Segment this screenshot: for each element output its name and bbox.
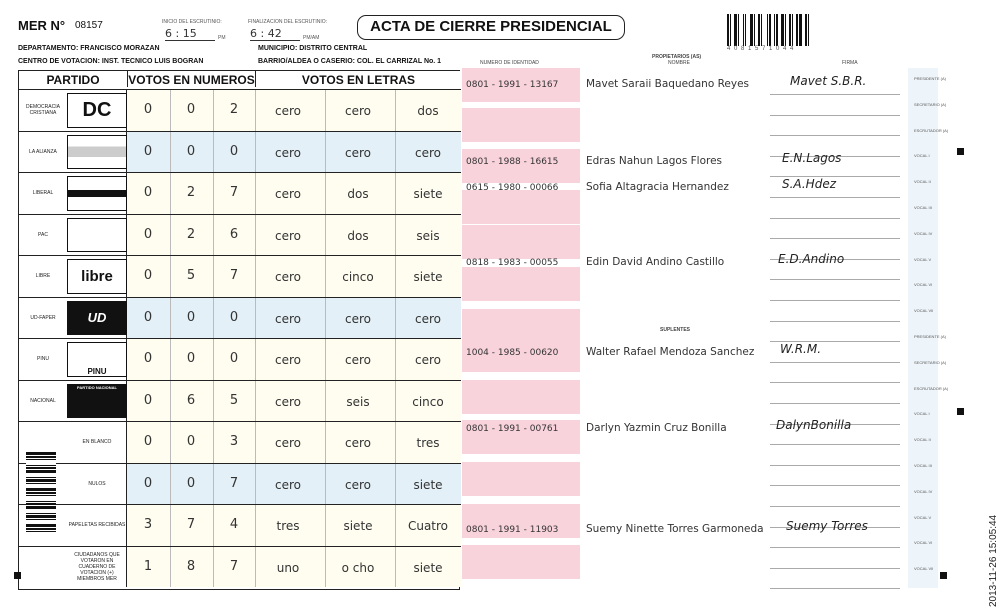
member-id: 0801 - 1991 - 00761 xyxy=(466,424,559,434)
barrio-value: COL. EL CARRIZAL No. 1 xyxy=(356,58,442,65)
cell-divider xyxy=(213,381,214,422)
signature-line xyxy=(770,547,900,548)
member-id: 0801 - 1991 - 11903 xyxy=(466,525,559,535)
cell-divider xyxy=(325,132,326,173)
member-signature: Suemy Torres xyxy=(786,519,868,533)
party-name: LA ALIANZA xyxy=(29,148,57,155)
id-field xyxy=(462,267,580,301)
vote-word: seis xyxy=(346,394,370,409)
vote-digit: 7 xyxy=(229,475,239,491)
vote-digit: 0 xyxy=(186,475,196,491)
vote-word: dos xyxy=(347,187,369,201)
vote-digit: 0 xyxy=(229,309,239,325)
signature-line xyxy=(770,115,900,116)
vote-word: cero xyxy=(415,145,441,160)
signature-line xyxy=(770,197,900,198)
scan-timestamp: 2013-11-26 15:05:44 xyxy=(988,514,999,607)
party-logo-icon xyxy=(67,135,127,170)
vote-word: cero xyxy=(345,104,371,118)
member-signature: W.R.M. xyxy=(780,342,822,356)
total-row xyxy=(19,463,461,505)
vote-word: siete xyxy=(413,560,443,575)
municipio-value: DISTRITO CENTRAL xyxy=(299,45,368,52)
final-time: 6 : 42 xyxy=(250,27,300,41)
cell-divider xyxy=(170,547,171,588)
party-name: PINU xyxy=(37,356,49,363)
role-label: PRESIDENTE (A) xyxy=(914,334,947,339)
vote-digit: 2 xyxy=(186,185,196,200)
vote-digit: 6 xyxy=(186,392,196,408)
party-row xyxy=(19,255,461,297)
party-logo-icon xyxy=(67,342,127,377)
cell-divider xyxy=(255,547,256,588)
member-id: 0615 - 1980 - 00066 xyxy=(466,183,559,193)
cell-divider xyxy=(395,256,396,297)
municipio-label: MUNICIPIO: xyxy=(258,45,298,52)
cell-divider xyxy=(325,256,326,297)
cell-divider xyxy=(170,422,171,463)
vote-digit: 1 xyxy=(143,558,153,574)
party-logo-icon xyxy=(67,218,127,253)
cell-divider xyxy=(325,422,326,463)
vote-digit: 0 xyxy=(143,268,153,283)
page-title: ACTA DE CIERRE PRESIDENCIAL xyxy=(357,15,625,40)
vote-digit: 2 xyxy=(186,226,196,242)
id-field xyxy=(462,545,580,579)
barcode-icon xyxy=(727,14,823,46)
role-column xyxy=(908,68,938,588)
vote-digit: 0 xyxy=(143,309,153,325)
party-logo-text: PARTIDO NACIONAL xyxy=(77,384,117,390)
party-name: NACIONAL xyxy=(30,397,56,404)
cell-divider xyxy=(255,215,256,256)
cell-divider xyxy=(395,90,396,131)
cell-divider xyxy=(170,90,171,131)
vote-word: cero xyxy=(275,187,301,201)
centro-label: CENTRO DE VOTACION: xyxy=(18,58,100,65)
party-name: PAC xyxy=(38,231,48,238)
vote-word: siete xyxy=(413,477,443,492)
cell-divider xyxy=(395,339,396,380)
signature-line xyxy=(770,382,900,383)
vote-word: cero xyxy=(275,104,301,118)
barrio-label: BARRIO/ALDEA O CASERIO: xyxy=(258,58,355,65)
vote-digit: 0 xyxy=(143,351,153,366)
vote-word: cero xyxy=(415,311,441,326)
signature-line xyxy=(770,362,900,363)
cell-divider xyxy=(325,339,326,380)
party-logo-icon xyxy=(67,384,127,419)
cell-divider xyxy=(325,215,326,256)
vote-word: cero xyxy=(275,145,301,160)
table-header-row xyxy=(19,71,461,89)
signature-line xyxy=(770,588,900,589)
party-row xyxy=(19,172,461,214)
cell-divider xyxy=(213,215,214,256)
vote-word: uno xyxy=(276,560,300,575)
member-signature: Mavet S.B.R. xyxy=(790,74,867,88)
vote-word: tres xyxy=(416,436,440,450)
party-row xyxy=(19,338,461,380)
total-row xyxy=(19,421,461,463)
cell-divider xyxy=(170,173,171,214)
cell-divider xyxy=(395,132,396,173)
role-label: VOCAL II xyxy=(914,437,931,443)
cell-divider xyxy=(255,464,256,505)
role-label: VOCAL III xyxy=(914,463,932,468)
role-label: VOCAL VI xyxy=(914,540,933,546)
member-name: Darlyn Yazmin Cruz Bonilla xyxy=(586,422,727,434)
vote-word: seis xyxy=(416,228,440,243)
vote-digit: 0 xyxy=(186,434,196,449)
party-name: LIBERAL xyxy=(32,190,54,197)
signature-line xyxy=(770,568,900,569)
vote-digit: 3 xyxy=(229,434,239,449)
vote-digit: 0 xyxy=(143,226,153,242)
member-signature: E.D.Andino xyxy=(778,252,845,266)
party-logo-icon xyxy=(67,93,127,128)
role-label: SECRETARIO (A) xyxy=(914,101,947,107)
id-field xyxy=(462,108,580,142)
cell-divider xyxy=(395,422,396,463)
firma-header: FIRMA xyxy=(842,60,858,66)
vote-digit: 7 xyxy=(229,185,239,200)
vote-word: tres xyxy=(276,519,300,533)
cell-divider xyxy=(170,215,171,256)
cell-divider xyxy=(170,256,171,297)
role-label: ESCRUTADOR (A) xyxy=(914,385,949,391)
party-logo-text: libre xyxy=(81,267,113,285)
cell-divider xyxy=(255,132,256,173)
total-row xyxy=(19,504,461,546)
side-barcode-icon xyxy=(26,452,56,564)
id-field xyxy=(462,462,580,496)
barcode-number: 4 0 8 1 5 7 1 0 4 4 xyxy=(727,46,795,52)
cell-divider xyxy=(170,132,171,173)
vote-digit: 7 xyxy=(229,558,239,574)
vote-word: cero xyxy=(275,270,301,284)
vote-word: siete xyxy=(413,187,443,201)
partido-header: PARTIDO xyxy=(46,73,100,87)
cell-divider xyxy=(170,464,171,505)
vote-word: cero xyxy=(345,353,371,367)
vote-digit: 0 xyxy=(143,185,153,200)
party-name: CIUDADANOS QUE VOTARON EN CUADERNO DE VOTACION (+) MIEMBROS MER xyxy=(74,551,120,582)
role-label: VOCAL VII xyxy=(914,566,934,572)
cell-divider xyxy=(255,90,256,131)
vote-digit: 5 xyxy=(229,392,239,408)
signature-line xyxy=(770,279,900,280)
member-signature: DalynBonilla xyxy=(776,418,852,432)
vote-digit: 0 xyxy=(143,475,153,491)
cell-divider xyxy=(395,547,396,588)
vote-digit: 8 xyxy=(186,558,196,574)
role-label: VOCAL V xyxy=(914,256,932,262)
total-row xyxy=(19,546,461,588)
member-signature: S.A.Hdez xyxy=(782,177,836,191)
vote-word: Cuatro xyxy=(407,519,449,533)
member-id: 0801 - 1991 - 13167 xyxy=(466,80,559,90)
member-name: Edras Nahun Lagos Flores xyxy=(586,155,723,167)
party-logo-text: DC xyxy=(82,98,112,121)
role-label: ESCRUTADOR (A) xyxy=(914,127,949,133)
cell-divider xyxy=(325,505,326,546)
cell-divider xyxy=(170,505,171,546)
party-row xyxy=(19,297,461,339)
vote-digit: 5 xyxy=(186,268,196,283)
signature-line xyxy=(770,300,900,301)
member-id: 1004 - 1985 - 00620 xyxy=(466,348,559,358)
cell-divider xyxy=(255,505,256,546)
cell-divider xyxy=(213,547,214,588)
signature-line xyxy=(770,403,900,404)
cell-divider xyxy=(395,173,396,214)
vote-word: o cho xyxy=(341,560,375,575)
vote-word: cero xyxy=(275,394,301,409)
signature-line xyxy=(770,465,900,466)
vote-digit: 0 xyxy=(143,143,153,159)
vote-digit: 0 xyxy=(143,392,153,408)
cell-divider xyxy=(395,298,396,339)
vote-digit: 0 xyxy=(186,143,196,159)
identidad-header: NUMERO DE IDENTIDAD xyxy=(480,60,539,66)
inicio-label: INICIO DEL ESCRUTINIO: xyxy=(162,19,222,25)
registration-mark xyxy=(957,148,964,155)
member-name: Mavet Saraii Baquedano Reyes xyxy=(586,78,750,90)
cell-divider xyxy=(213,256,214,297)
vote-digit: 6 xyxy=(229,226,239,242)
final-label: FINALIZACION DEL ESCRUTINIO: xyxy=(248,19,327,25)
vote-digit: 3 xyxy=(143,517,153,532)
numeros-header: VOTOS EN NUMEROS xyxy=(128,73,255,87)
party-row xyxy=(19,89,461,131)
party-name: UD-FAPER xyxy=(30,314,56,321)
letras-header: VOTOS EN LETRAS xyxy=(255,71,461,87)
signature-line xyxy=(770,238,900,239)
party-row xyxy=(19,131,461,173)
id-field xyxy=(462,225,580,259)
party-logo-icon xyxy=(67,259,127,294)
role-label: VOCAL I xyxy=(914,411,930,417)
suplentes-header: SUPLENTES xyxy=(660,327,691,333)
party-row xyxy=(19,380,461,422)
cell-divider xyxy=(213,90,214,131)
cell-divider xyxy=(395,381,396,422)
party-name: LIBRE xyxy=(35,273,51,280)
vote-digit: 7 xyxy=(186,517,196,532)
member-name: Suemy Ninette Torres Garmoneda xyxy=(586,523,764,535)
vote-word: cero xyxy=(345,477,371,492)
party-name: DEMOCRACIA CRISTIANA xyxy=(26,104,60,117)
party-logo-text: PINU xyxy=(87,366,107,376)
member-signature: E.N.Lagos xyxy=(782,151,842,165)
departamento-label: DEPARTAMENTO: xyxy=(18,45,79,52)
vote-digit: 0 xyxy=(229,351,239,366)
member-name: Edin David Andino Castillo xyxy=(586,256,725,268)
centro-value: INST. TECNICO LUIS BOGRAN xyxy=(101,58,204,65)
vote-word: cinco xyxy=(342,270,374,284)
vote-word: cero xyxy=(345,145,371,160)
party-logo-text: UD xyxy=(87,310,107,326)
role-label: VOCAL VI xyxy=(914,282,933,288)
role-label: VOCAL VII xyxy=(914,308,934,314)
id-field xyxy=(462,380,580,414)
role-label: VOCAL IV xyxy=(914,488,933,494)
role-label: PRESIDENTE (A) xyxy=(914,76,947,81)
cell-divider xyxy=(395,505,396,546)
vote-word: cero xyxy=(275,228,301,243)
cell-divider xyxy=(213,132,214,173)
vote-digit: 2 xyxy=(229,102,239,117)
votes-table xyxy=(18,70,460,590)
cell-divider xyxy=(170,298,171,339)
vote-word: dos xyxy=(417,104,439,118)
cell-divider xyxy=(255,381,256,422)
role-label: VOCAL III xyxy=(914,205,932,210)
vote-digit: 7 xyxy=(229,268,239,283)
nombre-header: NOMBRE xyxy=(668,60,690,66)
vote-word: dos xyxy=(347,228,369,243)
party-logo-icon xyxy=(67,301,127,336)
inicio-ampm: PM xyxy=(218,35,226,41)
vote-word: cero xyxy=(275,477,301,492)
party-name: PAPELETAS RECIBIDAS xyxy=(68,522,126,529)
cell-divider xyxy=(170,339,171,380)
role-label: SECRETARIO (A) xyxy=(914,359,947,365)
vote-word: cinco xyxy=(412,394,444,409)
party-logo-icon xyxy=(67,176,127,211)
cell-divider xyxy=(325,464,326,505)
registration-mark xyxy=(957,408,964,415)
cell-divider xyxy=(213,464,214,505)
cell-divider xyxy=(213,298,214,339)
member-name: Sofia Altagracia Hernandez xyxy=(586,181,729,193)
id-field xyxy=(462,190,580,224)
vote-word: cero xyxy=(275,311,301,326)
vote-word: cero xyxy=(345,311,371,326)
cell-divider xyxy=(325,381,326,422)
vote-digit: 0 xyxy=(186,102,196,117)
party-name: EN BLANCO xyxy=(82,439,112,446)
signature-line xyxy=(770,485,900,486)
vote-digit: 0 xyxy=(143,434,153,449)
vote-word: cero xyxy=(415,353,441,367)
cell-divider xyxy=(325,173,326,214)
vote-word: cero xyxy=(345,436,371,450)
vote-word: siete xyxy=(343,519,373,533)
signature-line xyxy=(770,94,900,95)
cell-divider xyxy=(325,90,326,131)
vote-word: cero xyxy=(275,353,301,367)
cell-divider xyxy=(255,422,256,463)
member-id: 0818 - 1983 - 00055 xyxy=(466,258,559,268)
cell-divider xyxy=(395,464,396,505)
cell-divider xyxy=(170,381,171,422)
vote-word: siete xyxy=(413,270,443,284)
cell-divider xyxy=(255,256,256,297)
vote-word: cero xyxy=(275,436,301,450)
cell-divider xyxy=(213,173,214,214)
role-label: VOCAL IV xyxy=(914,230,933,236)
cell-divider xyxy=(255,173,256,214)
vote-digit: 0 xyxy=(186,351,196,366)
signature-line xyxy=(770,218,900,219)
signature-line xyxy=(770,444,900,445)
role-label: VOCAL V xyxy=(914,514,932,520)
cell-divider xyxy=(325,547,326,588)
cell-divider xyxy=(395,215,396,256)
member-name: Walter Rafael Mendoza Sanchez xyxy=(586,346,755,358)
signature-line xyxy=(770,135,900,136)
vote-digit: 0 xyxy=(143,102,153,117)
cell-divider xyxy=(255,298,256,339)
departamento-value: FRANCISCO MORAZAN xyxy=(80,45,160,52)
vote-digit: 4 xyxy=(229,517,239,532)
cell-divider xyxy=(213,339,214,380)
final-ampm: PM/AM xyxy=(303,35,320,41)
mer-number: 08157 xyxy=(75,20,103,31)
cell-divider xyxy=(325,298,326,339)
inicio-time: 6 : 15 xyxy=(165,27,215,41)
registration-mark xyxy=(940,572,947,579)
cell-divider xyxy=(255,339,256,380)
party-row xyxy=(19,214,461,256)
vote-digit: 0 xyxy=(186,309,196,325)
party-name: NULOS xyxy=(88,480,106,487)
role-label: VOCAL II xyxy=(914,179,931,185)
propietarios-header: PROPIETARIOS (AS) xyxy=(652,54,702,60)
vote-digit: 0 xyxy=(229,143,239,159)
cell-divider xyxy=(213,422,214,463)
member-id: 0801 - 1988 - 16615 xyxy=(466,157,559,167)
signature-line xyxy=(770,506,900,507)
signature-line xyxy=(770,321,900,322)
cell-divider xyxy=(213,505,214,546)
role-label: VOCAL I xyxy=(914,153,930,159)
registration-mark xyxy=(14,572,21,579)
mer-label: MER N° xyxy=(18,18,66,33)
